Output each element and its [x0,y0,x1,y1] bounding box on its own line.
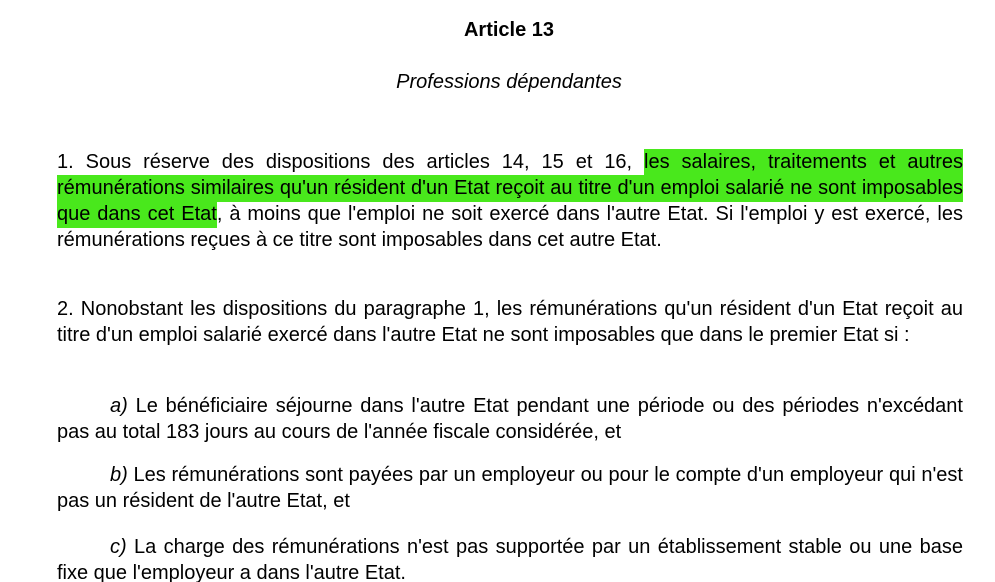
paragraph-1-text-start: 1. Sous réserve des dispositions des articles 14, 15 et 16, [57,151,645,173]
article-title: Article 13 [463,19,555,41]
paragraph-2: 2. Nonobstant les dispositions du paragraphe 1, les rémunérations qu'un résident d'un Etat reçoit au titre d'un emploi salarié exercé dans l'autre Etat ne sont imposables que dans le premier Etat si : [57,298,963,346]
paragraph-1-text-end: , à moins que l'emploi ne soit exercé dans l'autre Etat. Si l'emploi y est exercé, les rémunérations reçues à ce titre sont imposables dans cet autre Etat. [57,203,963,251]
subparagraph-a-label: a) [110,395,128,417]
article-subtitle: Professions dépendantes [396,71,622,93]
paragraph-1 [57,149,963,253]
subparagraph-c-text: La charge des rémunérations n'est pas supportée par un établissement stable ou une base fixe que l'employeur a dans l'autre Etat. [57,536,963,582]
subparagraph-c-label: c) [110,536,127,558]
subparagraph-c [57,534,963,582]
highlighted-text: les salaires, traitements et autres rémunérations similaires qu'un résident d'un Etat reçoit au titre d'un emploi salarié ne sont imposables que dans cet Etat [57,149,963,228]
subparagraph-a-text: Le bénéficiaire séjourne dans l'autre Etat pendant une période ou des périodes n'excédant pas au total 183 jours au cours de l'année fiscale considérée, et [57,395,963,443]
subparagraph-b-text: Les rémunérations sont payées par un employeur ou pour le compte d'un employeur qui n'est pas un résident de l'autre Etat, et [57,464,963,512]
subparagraph-b [57,462,963,514]
subparagraph-b-label: b) [110,464,128,486]
subparagraph-a [57,393,963,445]
